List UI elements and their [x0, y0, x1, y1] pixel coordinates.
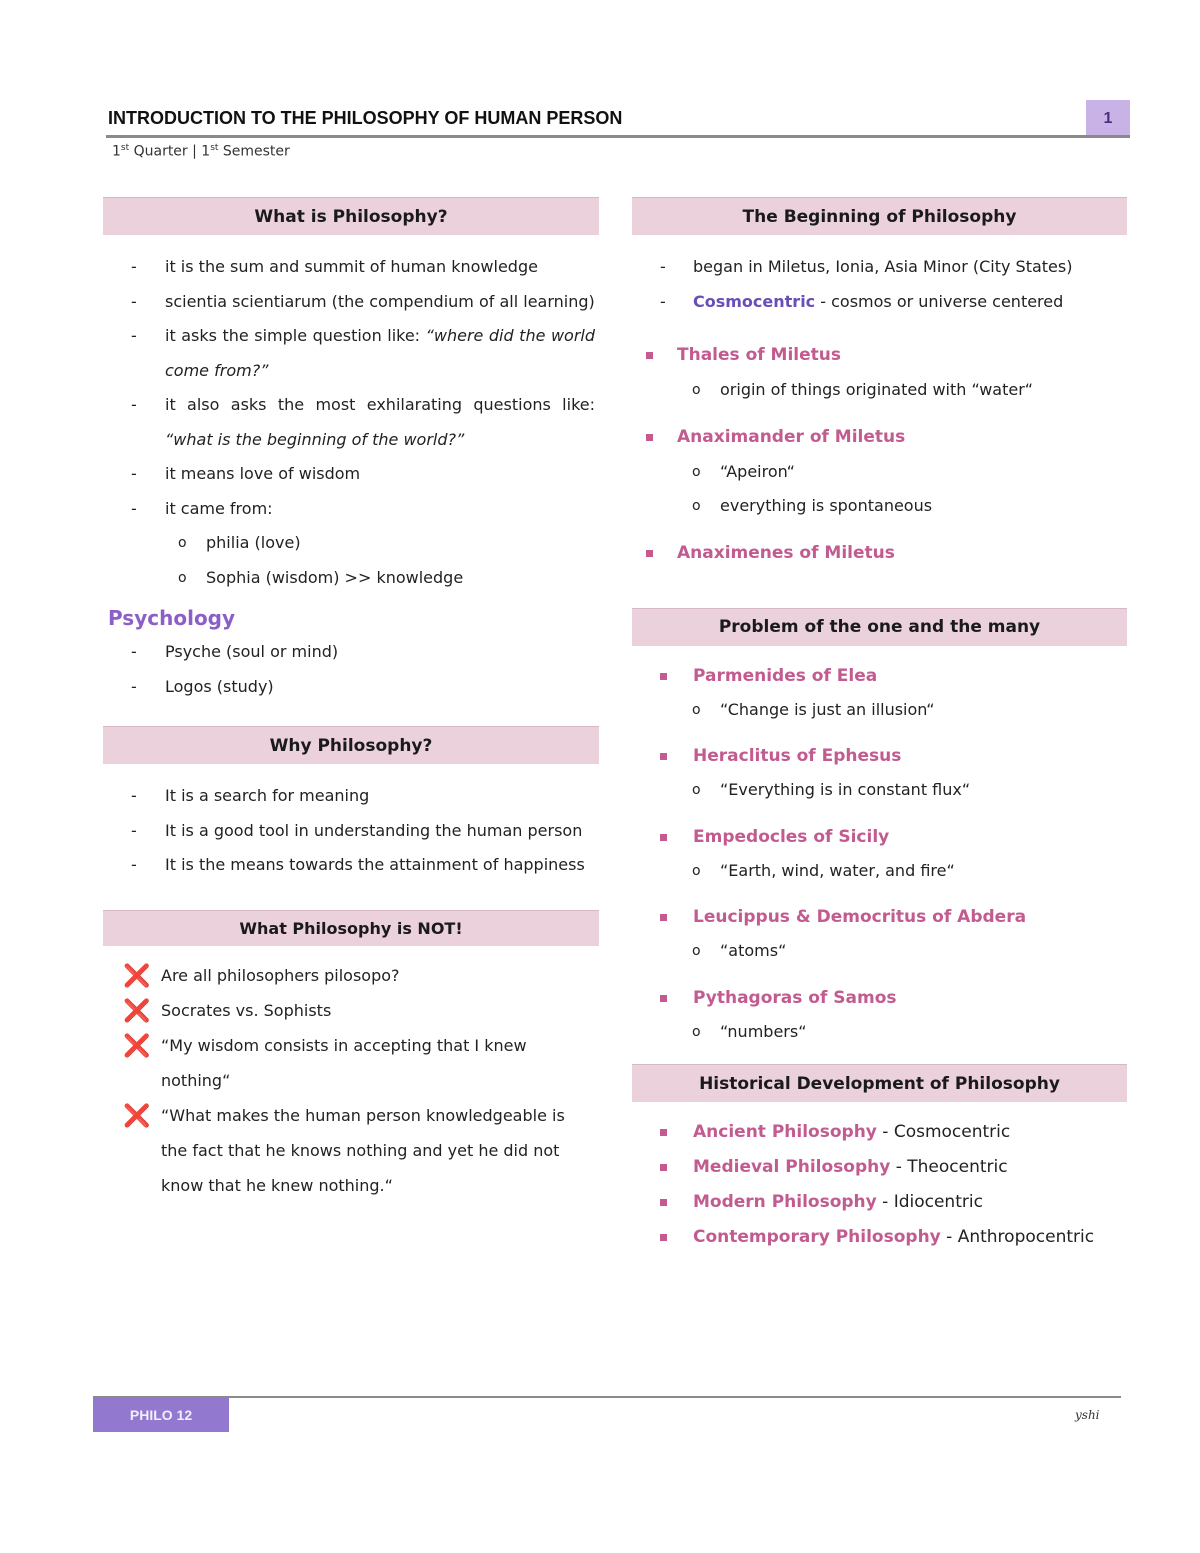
why-list: [103, 779, 599, 883]
philosopher-notes: [632, 854, 1127, 889]
history-list: [632, 1115, 1127, 1255]
circle-bullet: o: [692, 1023, 701, 1040]
subtitle-sup: st: [210, 143, 219, 153]
square-bullet: [660, 1164, 667, 1171]
sub-item-text: “Everything is in constant flux“: [720, 780, 971, 799]
sub-list-item: [632, 934, 1127, 969]
era-desc: - Cosmocentric: [876, 1122, 1011, 1142]
sub-list-item: [632, 773, 1127, 808]
sub-list-item: [632, 455, 1127, 490]
era-item: [632, 1150, 1127, 1185]
cross-icon: ❌: [123, 998, 151, 1024]
circle-bullet: o: [178, 535, 187, 551]
section-heading: The Beginning of Philosophy: [632, 197, 1127, 235]
philosopher-item: [632, 420, 1127, 454]
circle-bullet: o: [692, 782, 701, 798]
philosopher-item: [632, 900, 1127, 934]
philosopher-name: Pythagoras of Samos: [693, 987, 897, 1008]
subtitle-text: Quarter | 1: [129, 143, 211, 160]
list-item: [103, 1028, 599, 1098]
era-name: Medieval Philosophy: [693, 1157, 891, 1177]
sub-list-item: [632, 373, 1127, 408]
right-column: [632, 197, 1127, 1255]
title-divider: [106, 135, 1130, 138]
circle-bullet: o: [692, 943, 701, 959]
list-item: [103, 670, 599, 705]
list-item: [103, 250, 599, 285]
circle-bullet: o: [178, 569, 187, 586]
quoted-question: “what is the beginning of the world?”: [165, 429, 465, 449]
list-item: [632, 285, 1127, 320]
square-bullet: [660, 1199, 667, 1206]
square-bullet: [660, 995, 667, 1002]
list-item-text: it also asks the most exhilarating questions like:: [165, 395, 595, 414]
list-item-text: Psyche (soul or mind): [165, 642, 339, 661]
psychology-list: [103, 635, 599, 704]
sub-list-item: [103, 561, 599, 596]
list-item-text: Are all philosophers pilosopo?: [161, 965, 400, 985]
dash-bullet: -: [660, 291, 666, 311]
left-column: [103, 197, 599, 1203]
philosopher-item: [632, 981, 1127, 1015]
quoted-question: “where did the world come from?”: [165, 326, 596, 380]
list-item: [632, 250, 1127, 285]
philosopher-item: [632, 536, 1127, 570]
sub-item-text: philia (love): [206, 533, 301, 552]
list-item: [103, 635, 599, 670]
philosopher-notes: [632, 773, 1127, 808]
list-item-text: it came from:: [165, 498, 273, 518]
era-item: [632, 1185, 1127, 1220]
square-bullet: [660, 753, 667, 760]
square-bullet: [646, 550, 653, 557]
philosopher-item: [632, 338, 1127, 372]
list-item-text: it means love of wisdom: [165, 464, 361, 483]
sub-item-text: “atoms“: [720, 941, 787, 960]
dash-bullet: -: [131, 498, 137, 518]
sub-item-text: “Apeiron“: [720, 461, 795, 481]
sub-list-item: [632, 1015, 1127, 1050]
square-bullet: [660, 1129, 667, 1136]
list-item: [103, 814, 599, 849]
sub-list-item: [103, 526, 599, 561]
one-many-list: [632, 659, 1127, 1050]
section-heading: Problem of the one and the many: [632, 608, 1127, 646]
list-item: [103, 993, 599, 1028]
dash-bullet: -: [660, 257, 666, 276]
list-item-text: began in Miletus, Ionia, Asia Minor (City States): [693, 257, 1073, 276]
dash-bullet: -: [131, 855, 137, 874]
sub-item-text: “numbers“: [720, 1021, 807, 1041]
era-name: Ancient Philosophy: [693, 1122, 877, 1142]
philosopher-name: Empedocles of Sicily: [693, 826, 890, 847]
origin-sublist: [103, 526, 599, 595]
cross-icon: ❌: [123, 963, 151, 989]
list-item-text: “What makes the human person knowledgeable is the fact that he knows nothing and yet he did not know that he knew nothing.“: [161, 1105, 565, 1195]
philosopher-notes: [632, 373, 1127, 408]
list-item: [103, 457, 599, 492]
sub-list-item: [632, 489, 1127, 524]
dash-bullet: -: [131, 326, 137, 345]
square-bullet: [646, 352, 653, 359]
list-item-text: - cosmos or universe centered: [815, 291, 1064, 311]
dash-bullet: -: [131, 642, 137, 661]
era-name: Modern Philosophy: [693, 1192, 877, 1212]
author-signature: yshi: [1075, 1408, 1100, 1422]
philosopher-name: Thales of Miletus: [677, 345, 842, 365]
not-list: [103, 958, 599, 1203]
circle-bullet: o: [692, 382, 701, 398]
list-item-text: Socrates vs. Sophists: [161, 1000, 332, 1020]
era-item: [632, 1115, 1127, 1150]
list-item-text: it asks the simple question like:: [165, 326, 426, 345]
sub-item-text: everything is spontaneous: [720, 496, 933, 515]
philosopher-notes: [632, 693, 1127, 728]
philosopher-notes: [632, 934, 1127, 969]
circle-bullet: o: [692, 463, 701, 480]
page-number-badge: 1: [1086, 100, 1130, 138]
sub-item-text: origin of things originated with “water“: [720, 380, 1034, 399]
section-heading: Historical Development of Philosophy: [632, 1064, 1127, 1102]
philosopher-name: Parmenides of Elea: [693, 665, 878, 686]
subtitle: [112, 143, 290, 160]
philosopher-item: [632, 820, 1127, 854]
list-item-text: Logos (study): [165, 676, 274, 696]
dash-bullet: -: [131, 291, 137, 311]
dash-bullet: -: [131, 786, 137, 805]
dash-bullet: -: [131, 257, 137, 276]
square-bullet: [660, 1234, 667, 1241]
list-item-text: it is the sum and summit of human knowledge: [165, 257, 538, 276]
square-bullet: [660, 834, 667, 841]
sub-list-item: [632, 693, 1127, 728]
list-item: [103, 492, 599, 527]
circle-bullet: o: [692, 701, 701, 718]
early-philosophers: [632, 338, 1127, 570]
list-item: [103, 285, 599, 320]
sub-item-text: “Change is just an illusion“: [720, 699, 935, 719]
what-is-list: [103, 250, 599, 526]
list-item-text: It is the means towards the attainment of happiness: [165, 855, 585, 874]
dash-bullet: -: [131, 676, 137, 696]
sub-item-text: Sophia (wisdom) >> knowledge: [206, 567, 464, 587]
philosopher-name: Anaximenes of Miletus: [677, 542, 895, 563]
list-item: [103, 779, 599, 814]
circle-bullet: o: [692, 498, 701, 514]
philosopher-name: Anaximander of Miletus: [677, 426, 906, 447]
list-item: [103, 848, 599, 883]
list-item-text: It is a search for meaning: [165, 786, 370, 805]
subtitle-text: Semester: [218, 143, 290, 160]
list-item-text: “My wisdom consists in accepting that I knew nothing“: [161, 1035, 527, 1090]
subtitle-text: 1: [112, 143, 121, 160]
page-title: INTRODUCTION TO THE PHILOSOPHY OF HUMAN PERSON: [108, 108, 623, 128]
philosopher-name: Heraclitus of Ephesus: [693, 746, 902, 766]
subtitle-sup: st: [120, 143, 130, 153]
philosopher-item: [632, 739, 1127, 773]
philosopher-notes: [632, 1015, 1127, 1050]
footer-divider: [93, 1396, 1121, 1398]
era-item: [632, 1220, 1127, 1255]
philosopher-notes: [632, 455, 1127, 524]
beginning-list: [632, 250, 1127, 319]
section-heading: Why Philosophy?: [103, 726, 599, 764]
sub-item-text: “Earth, wind, water, and fire“: [720, 860, 955, 880]
circle-bullet: o: [692, 862, 701, 879]
square-bullet: [646, 434, 653, 441]
list-item-text: scientia scientiarum (the compendium of all learning): [165, 291, 595, 311]
list-item: [103, 319, 599, 388]
section-heading: What Philosophy is NOT!: [103, 910, 599, 946]
list-item: [103, 1098, 599, 1203]
dash-bullet: -: [131, 464, 137, 483]
square-bullet: [660, 673, 667, 680]
square-bullet: [660, 914, 667, 921]
dash-bullet: -: [131, 820, 137, 840]
list-item: [103, 388, 599, 457]
philosopher-name: Leucippus & Democritus of Abdera: [693, 907, 1027, 927]
cross-icon: ❌: [123, 1103, 151, 1129]
dash-bullet: -: [131, 395, 137, 414]
era-desc: - Anthropocentric: [940, 1227, 1095, 1247]
cross-icon: ❌: [123, 1033, 151, 1059]
era-desc: - Theocentric: [890, 1157, 1008, 1177]
era-desc: - Idiocentric: [876, 1192, 983, 1212]
section-heading: What is Philosophy?: [103, 197, 599, 235]
era-name: Contemporary Philosophy: [693, 1227, 941, 1247]
sub-list-item: [632, 854, 1127, 889]
list-item: [103, 958, 599, 993]
philosopher-item: [632, 659, 1127, 693]
term-cosmocentric: Cosmocentric: [693, 291, 816, 311]
psychology-heading: Psychology: [108, 606, 236, 630]
list-item-text: It is a good tool in understanding the human person: [165, 820, 583, 840]
course-badge: PHILO 12: [93, 1398, 229, 1432]
